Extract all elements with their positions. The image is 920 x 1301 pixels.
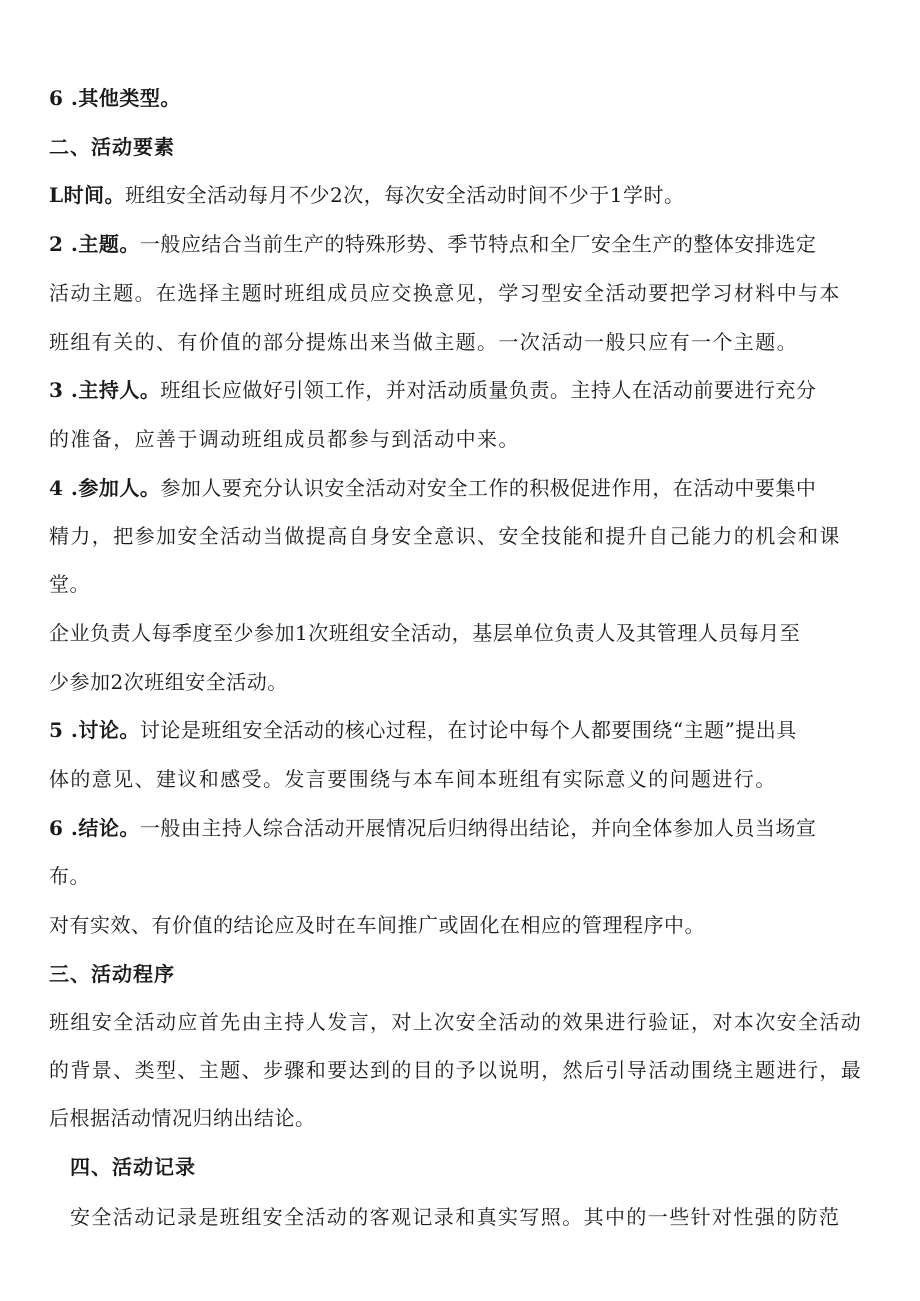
item-host-label: 3 .主持人。 xyxy=(49,378,161,402)
item-discussion-line-2: 体的意见、建议和感受。发言要围绕与本车间本班组有实际意义的问题进行。 xyxy=(49,767,777,791)
item-discussion-label: 5 .讨论。 xyxy=(49,718,140,742)
item-conclusion-line-2: 布。 xyxy=(49,864,90,888)
item-6-other-label: 6 .其他类型。 xyxy=(49,86,181,110)
item-time-text: 班组安全活动每月不少2次，每次安全活动时间不少于1学时。 xyxy=(125,183,685,207)
item-conclusion-line-1: 一般由主持人综合活动开展情况后归纳得出结论，并向全体参加人员当场宣 xyxy=(139,816,817,840)
section-4-heading: 四、活动记录 xyxy=(70,1155,196,1179)
item-participants-line-2: 精力，把参加安全活动当做提高自身安全意识、安全技能和提升自己能力的机会和课 xyxy=(49,524,841,548)
section-3-heading: 三、活动程序 xyxy=(49,962,175,986)
section-3-line-3: 后根据活动情况归纳出结论。 xyxy=(49,1106,316,1130)
item-time-label: L时间。 xyxy=(49,183,126,207)
item-participants-line-1: 参加人要充分认识安全活动对安全工作的积极促进作用，在活动中要集中 xyxy=(160,476,817,500)
item-topic xyxy=(49,232,816,256)
section-4-line-1: 安全活动记录是班组安全活动的客观记录和真实写照。其中的一些针对性强的防范 xyxy=(70,1205,841,1229)
leader-attendance-line-1: 企业负责人每季度至少参加1次班组安全活动，基层单位负责人及其管理人员每月至 xyxy=(49,621,801,645)
item-discussion-line-1: 讨论是班组安全活动的核心过程，在讨论中每个人都要围绕“主题”提出具 xyxy=(139,718,797,742)
item-conclusion xyxy=(49,816,816,840)
item-participants-line-3: 堂。 xyxy=(49,572,90,596)
item-participants xyxy=(49,476,816,500)
item-host xyxy=(49,378,816,402)
item-host-line-1: 班组长应做好引领工作，并对活动质量负责。主持人在活动前要进行充分 xyxy=(160,378,817,402)
item-topic-line-2: 活动主题。在选择主题时班组成员应交换意见，学习型安全活动要把学习材料中与本 xyxy=(49,281,841,305)
section-3-line-1: 班组安全活动应首先由主持人发言，对上次安全活动的效果进行验证，对本次安全活动 xyxy=(49,1010,863,1034)
item-topic-label: 2 .主题。 xyxy=(49,232,140,256)
conclusion-promotion-line: 对有实效、有价值的结论应及时在车间推广或固化在相应的管理程序中。 xyxy=(49,913,705,937)
section-3-line-2: 的背景、类型、主题、步骤和要达到的目的予以说明，然后引导活动围绕主题进行，最 xyxy=(49,1058,863,1082)
leader-attendance-line-2: 少参加2次班组安全活动。 xyxy=(49,670,288,694)
section-2-heading: 二、活动要素 xyxy=(49,135,175,159)
item-conclusion-label: 6 .结论。 xyxy=(49,816,140,840)
item-participants-label: 4 .参加人。 xyxy=(49,476,161,500)
item-topic-line-1: 一般应结合当前生产的特殊形势、季节特点和全厂安全生产的整体安排选定 xyxy=(139,232,817,256)
item-topic-line-3: 班组有关的、有价值的部分提炼出来当做主题。一次活动一般只应有一个主题。 xyxy=(49,330,798,354)
item-discussion xyxy=(49,718,797,742)
item-time xyxy=(49,183,685,207)
item-host-line-2: 的准备，应善于调动班组成员都参与到活动中来。 xyxy=(49,427,520,451)
